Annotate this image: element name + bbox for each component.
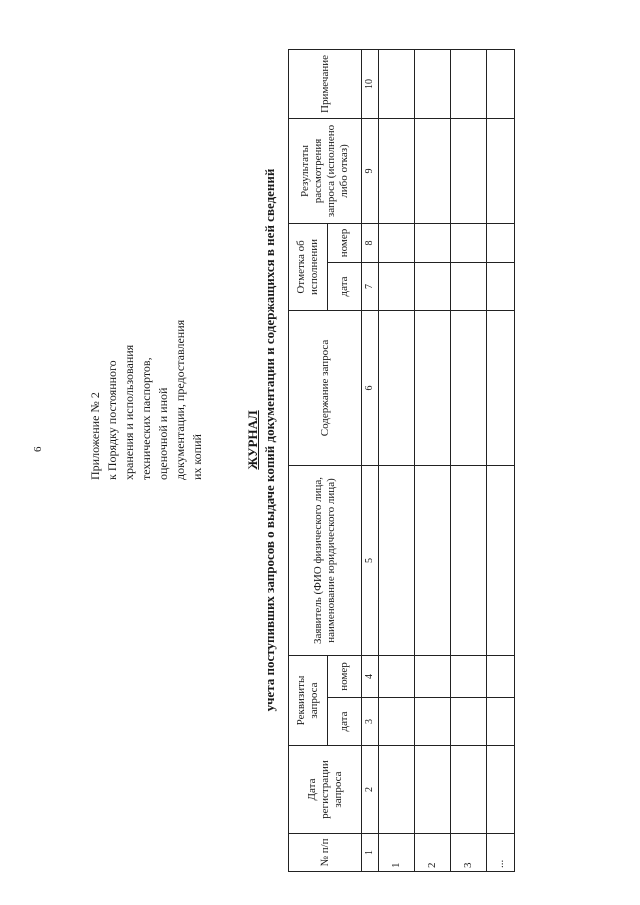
column-number: 5 [362, 465, 379, 655]
header-content: Содержание запроса [289, 310, 362, 465]
table-cell [487, 118, 515, 223]
column-number: 2 [362, 746, 379, 834]
table-cell [379, 310, 415, 465]
table-cell [379, 698, 415, 746]
table-cell [451, 465, 487, 655]
table-cell [487, 223, 515, 262]
column-number: 1 [362, 834, 379, 872]
header-row-1 [289, 49, 328, 871]
table-cell [451, 655, 487, 697]
row-number: ... [487, 834, 515, 872]
table-row [451, 49, 487, 871]
table-cell [379, 49, 415, 118]
table-cell [415, 223, 451, 262]
row-number: 1 [379, 834, 415, 872]
table-cell [487, 746, 515, 834]
row-number: 3 [451, 834, 487, 872]
table-row [415, 49, 451, 871]
header-num: № п/п [289, 834, 362, 872]
header-applicant: Заявитель (ФИО физического лица, наименование юридического лица) [289, 465, 362, 655]
header-req-number: номер [328, 655, 362, 697]
table-cell [451, 746, 487, 834]
table-cell [487, 262, 515, 310]
table-cell [487, 465, 515, 655]
table-cell [379, 746, 415, 834]
table-cell [487, 698, 515, 746]
journal-title: ЖУРНАЛ [245, 410, 260, 470]
header-exec-date: дата [328, 262, 362, 310]
header-note: Примечание [289, 49, 362, 118]
header-results: Результаты рассмотрения запроса (исполнено либо отказ) [289, 118, 362, 223]
table-cell [415, 118, 451, 223]
table-cell [451, 698, 487, 746]
header-reg-date: Дата регистрации запроса [289, 746, 362, 834]
header-req-date: дата [328, 698, 362, 746]
table-cell [487, 310, 515, 465]
table-row [487, 49, 515, 871]
table-cell [379, 118, 415, 223]
column-number: 10 [362, 49, 379, 118]
header-execution-mark: Отметка об исполнении [289, 223, 328, 310]
column-number: 6 [362, 310, 379, 465]
page-number: 6 [32, 446, 44, 452]
table-cell [451, 223, 487, 262]
journal-table [288, 49, 515, 872]
table-cell [379, 465, 415, 655]
column-number: 4 [362, 655, 379, 697]
table-cell [415, 698, 451, 746]
table-cell [379, 223, 415, 262]
table-cell [451, 118, 487, 223]
table-cell [451, 310, 487, 465]
header-requisites: Реквизиты запроса [289, 655, 328, 745]
column-number-row [362, 49, 379, 871]
table-cell [379, 655, 415, 697]
header-exec-number: номер [328, 223, 362, 262]
table-cell [415, 465, 451, 655]
table-cell [415, 262, 451, 310]
column-number: 7 [362, 262, 379, 310]
table-cell [415, 310, 451, 465]
appendix-note: Приложение № 2 к Порядку постоянного хранения и использования технических паспортов, оценочной и иной документации, предоставления их копий [88, 319, 204, 480]
table-cell [415, 746, 451, 834]
table-cell [379, 262, 415, 310]
column-number: 9 [362, 118, 379, 223]
table-cell [451, 49, 487, 118]
journal-subtitle: учета поступивших запросов о выдаче копий документации и содержащихся в ней сведений [262, 168, 277, 712]
table-row [379, 49, 415, 871]
table-cell [415, 655, 451, 697]
table-cell [487, 49, 515, 118]
table-cell [415, 49, 451, 118]
column-number: 3 [362, 698, 379, 746]
column-number: 8 [362, 223, 379, 262]
table-cell [487, 655, 515, 697]
table-cell [451, 262, 487, 310]
row-number: 2 [415, 834, 451, 872]
